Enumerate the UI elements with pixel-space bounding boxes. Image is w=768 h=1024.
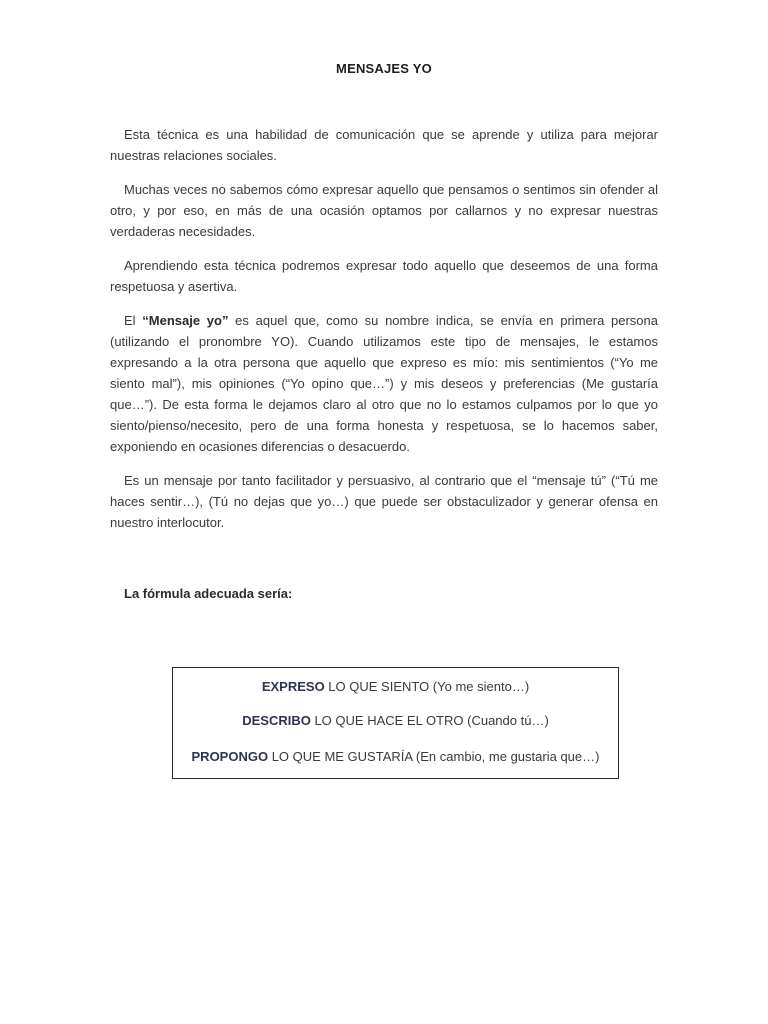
formula-line-propose <box>173 749 618 764</box>
formula-keyword-express: EXPRESO <box>261 679 325 694</box>
document-body <box>110 124 658 546</box>
formula-text-express: LO QUE SIENTO (Yo me siento…) <box>324 679 530 694</box>
formula-line-describe <box>173 713 618 728</box>
formula-line-express <box>173 679 618 694</box>
definition-prefix: El <box>124 313 143 328</box>
formula-heading: La fórmula adecuada sería: <box>124 586 293 601</box>
formula-box <box>172 667 619 779</box>
paragraph-contrast: Es un mensaje por tanto facilitador y persuasivo, al contrario que el “mensaje tú” (“Tú me haces sentir…), (Tú no dejas que yo…) que puede ser obstaculizador y generar ofensa en nuestro interlocutor. <box>110 473 658 530</box>
definition-term: “Mensaje yo” <box>142 313 229 328</box>
formula-keyword-describe: DESCRIBO <box>242 713 311 728</box>
formula-keyword-propose: PROPONGO <box>191 749 269 764</box>
formula-text-propose: LO QUE ME GUSTARÍA (En cambio, me gustaria que…) <box>268 749 600 764</box>
paragraph-benefit: Aprendiendo esta técnica podremos expresar todo aquello que deseemos de una forma respetuosa y asertiva. <box>110 258 658 294</box>
page-title: MENSAJES YO <box>336 61 432 76</box>
definition-text: es aquel que, como su nombre indica, se envía en primera persona (utilizando el pronombre YO). Cuando utilizamos este tipo de mensajes, le estamos expresando a la otra persona que aquello que expreso es mío: mis sentimientos (“Yo me siento mal”), mis opiniones (“Yo opino que…”) y mis deseos y preferencias (Me gustaría que…”). De esta forma le dejamos claro al otro que no lo estamos culpamos por lo que yo siento/pienso/necesito, pero de una forma honesta y respetuosa, se lo hacemos saber, exponiendo en ocasiones diferencias o desacuerdo. <box>110 313 659 454</box>
formula-text-describe: LO QUE HACE EL OTRO (Cuando tú…) <box>310 713 549 728</box>
paragraph-problem: Muchas veces no sabemos cómo expresar aquello que pensamos o sentimos sin ofender al otro, y por eso, en más de una ocasión optamos por callarnos y no expresar nuestras verdaderas necesidades. <box>110 182 658 239</box>
paragraph-intro: Esta técnica es una habilidad de comunicación que se aprende y utiliza para mejorar nuestras relaciones sociales. <box>110 127 658 163</box>
paragraph-definition <box>110 310 658 457</box>
